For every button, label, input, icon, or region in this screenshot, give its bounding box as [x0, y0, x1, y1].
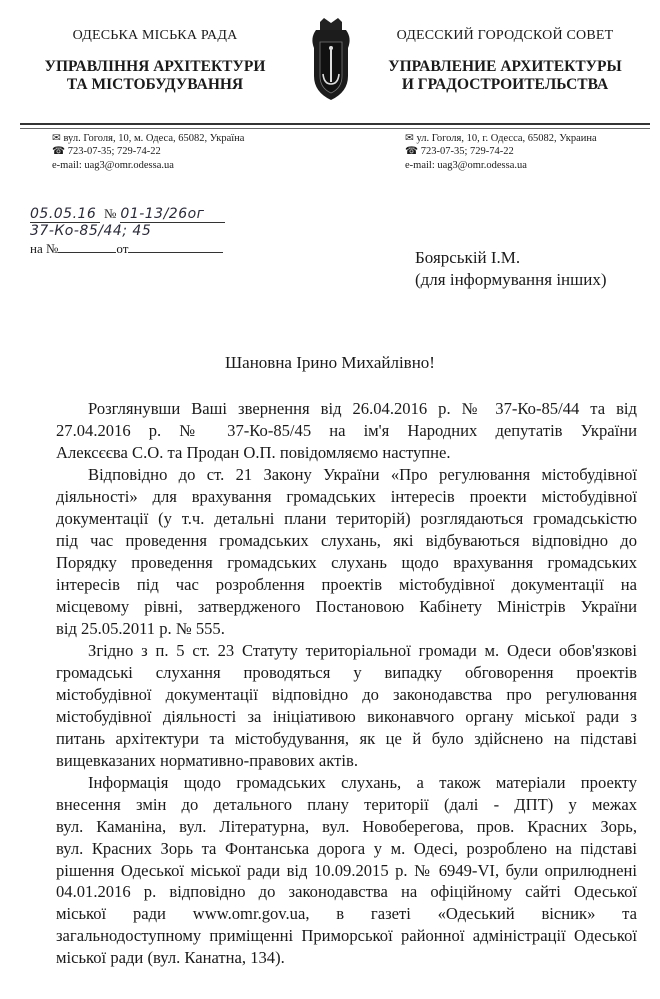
letterhead-right	[375, 28, 635, 94]
text-line: місцевому рівні, затвердженого Постановою Кабінету Міністрів України	[56, 596, 637, 616]
text-line: під час проведення громадських слухань, які відбуваються відповідно до	[56, 530, 637, 550]
text-line: громадські слухання проводяться у випадку обговорення проектів	[56, 662, 637, 682]
address: вул. Гоголя, 10, м. Одеса, 65082, Україна	[63, 133, 245, 144]
odesa-coat-of-arms-icon	[310, 18, 352, 102]
text-line: Згідно з п. 5 ст. 23 Статуту територіальної громади м. Одеси обов'язкові	[88, 640, 637, 660]
phone-icon: ☎	[52, 145, 66, 157]
letterhead-left	[25, 28, 285, 94]
text-line: 27.04.2016 р. № 37-Ко-85/45 на ім'я Народних депутатів України	[56, 420, 637, 440]
from-blank	[128, 240, 223, 253]
text-line: 04.01.2016 р. відповідно до законодавства на офіційному сайті Одеської	[56, 882, 637, 902]
text-line: діяльності» для врахування громадських інтересів проекти містобудівної	[56, 487, 637, 507]
from-label: от	[116, 241, 129, 256]
paragraph	[56, 772, 637, 969]
addressee-note: (для інформування інших)	[415, 270, 607, 289]
address: ул. Гоголя, 10, г. Одесса, 65082, Украина	[416, 133, 597, 144]
contacts-right	[405, 133, 597, 173]
department-name-uk	[25, 58, 285, 94]
phone-icon: ☎	[405, 145, 419, 157]
text-line: від 25.05.2011 р. № 555.	[56, 618, 225, 638]
text-line: вул. Каманіна, вул. Літературна, вул. Новоберегова, пров. Красних Зорь,	[56, 816, 637, 836]
addressee-name: Боярській І.М.	[415, 248, 521, 267]
on-number-blank	[58, 240, 116, 253]
dept-line-1: УПРАВЛІННЯ АРХІТЕКТУРИ	[44, 58, 266, 75]
text-line: рішення Одеської міської ради від 10.09.2015 р. № 6949-VI, були оприлюднені	[56, 860, 637, 880]
on-number-label: на №	[30, 241, 59, 256]
contacts-left	[52, 133, 244, 173]
dept-line-2: И ГРАДОСТРОИТЕЛЬСТВА	[401, 76, 609, 93]
dept-line-1: УПРАВЛЕНИЕ АРХИТЕКТУРЫ	[388, 58, 622, 75]
text-line: Розглянувши Ваші звернення від 26.04.2016 р. № 37-Ко-85/44 та від	[88, 399, 637, 418]
registration-block	[30, 205, 250, 257]
text-line: загальнодоступному приміщенні Приморської районної адміністрації Одеської	[56, 926, 637, 946]
council-name-ru: ОДЕССКИЙ ГОРОДСКОЙ СОВЕТ	[396, 28, 614, 43]
text-line: вул. Красних Зорь та Фонтанська дорога у м. Одесі, розроблено на підставі	[56, 838, 637, 858]
text-line: внесення змін до детального плану території (далі - ДПТ) у межах	[56, 794, 637, 814]
paragraph	[56, 464, 637, 639]
text-line: Інформація щодо громадських слухань, а також матеріали проекту	[88, 772, 637, 792]
email: e-mail: uag3@omr.odessa.ua	[405, 160, 527, 171]
text-line: містобудівної документації відповідно до законодавства про регулювання	[56, 684, 637, 704]
letterhead-divider	[20, 123, 650, 129]
paragraph	[56, 640, 637, 771]
text-line: документації (у т.ч. детальні плани територій) розглядаються громадськістю	[56, 509, 637, 529]
outgoing-number: 01-13/26ог	[120, 206, 225, 223]
outgoing-date: 05.05.16	[30, 206, 100, 223]
reference-number: 37-Ко-85/44; 45	[30, 223, 152, 239]
phone: 723-07-35; 729-74-22	[67, 145, 161, 157]
dept-line-2: ТА МІСТОБУДУВАННЯ	[66, 76, 244, 93]
paragraph	[56, 398, 637, 464]
text-line: вищевказаних нормативно-правових актів.	[56, 750, 358, 770]
text-line: Відповідно до ст. 21 Закону України «Про регулювання містобудівної	[88, 465, 637, 485]
text-line: питань архітектури та містобудування, як це й було здійснено на підставі	[56, 728, 637, 748]
addressee	[415, 247, 606, 291]
envelope-icon: ✉	[405, 133, 414, 144]
text-line: Алексєєва С.О. та Продан О.П. повідомляємо наступне.	[56, 442, 451, 462]
council-name-uk: ОДЕСЬКА МІСЬКА РАДА	[72, 28, 238, 43]
letter-body	[56, 398, 637, 969]
greeting: Шановна Ірино Михайлівно!	[225, 353, 435, 372]
envelope-icon: ✉	[52, 133, 61, 144]
text-line: містобудівної діяльності за ініціативою виконавчого органу міської ради з	[56, 706, 637, 726]
text-line: інтересів під час розроблення проектів містобудівної документації на	[56, 574, 637, 594]
department-name-ru	[375, 58, 635, 94]
text-line: Порядку проведення громадських слухань щодо врахування громадських	[56, 552, 637, 572]
text-line: міської ради www.omr.gov.ua, в газеті «Одеський вісник» та	[56, 904, 637, 924]
phone: 723-07-35; 729-74-22	[420, 145, 514, 157]
email: e-mail: uag3@omr.odessa.ua	[52, 160, 174, 171]
text-line: міської ради (вул. Канатна, 134).	[56, 948, 285, 968]
number-label: №	[104, 206, 117, 221]
